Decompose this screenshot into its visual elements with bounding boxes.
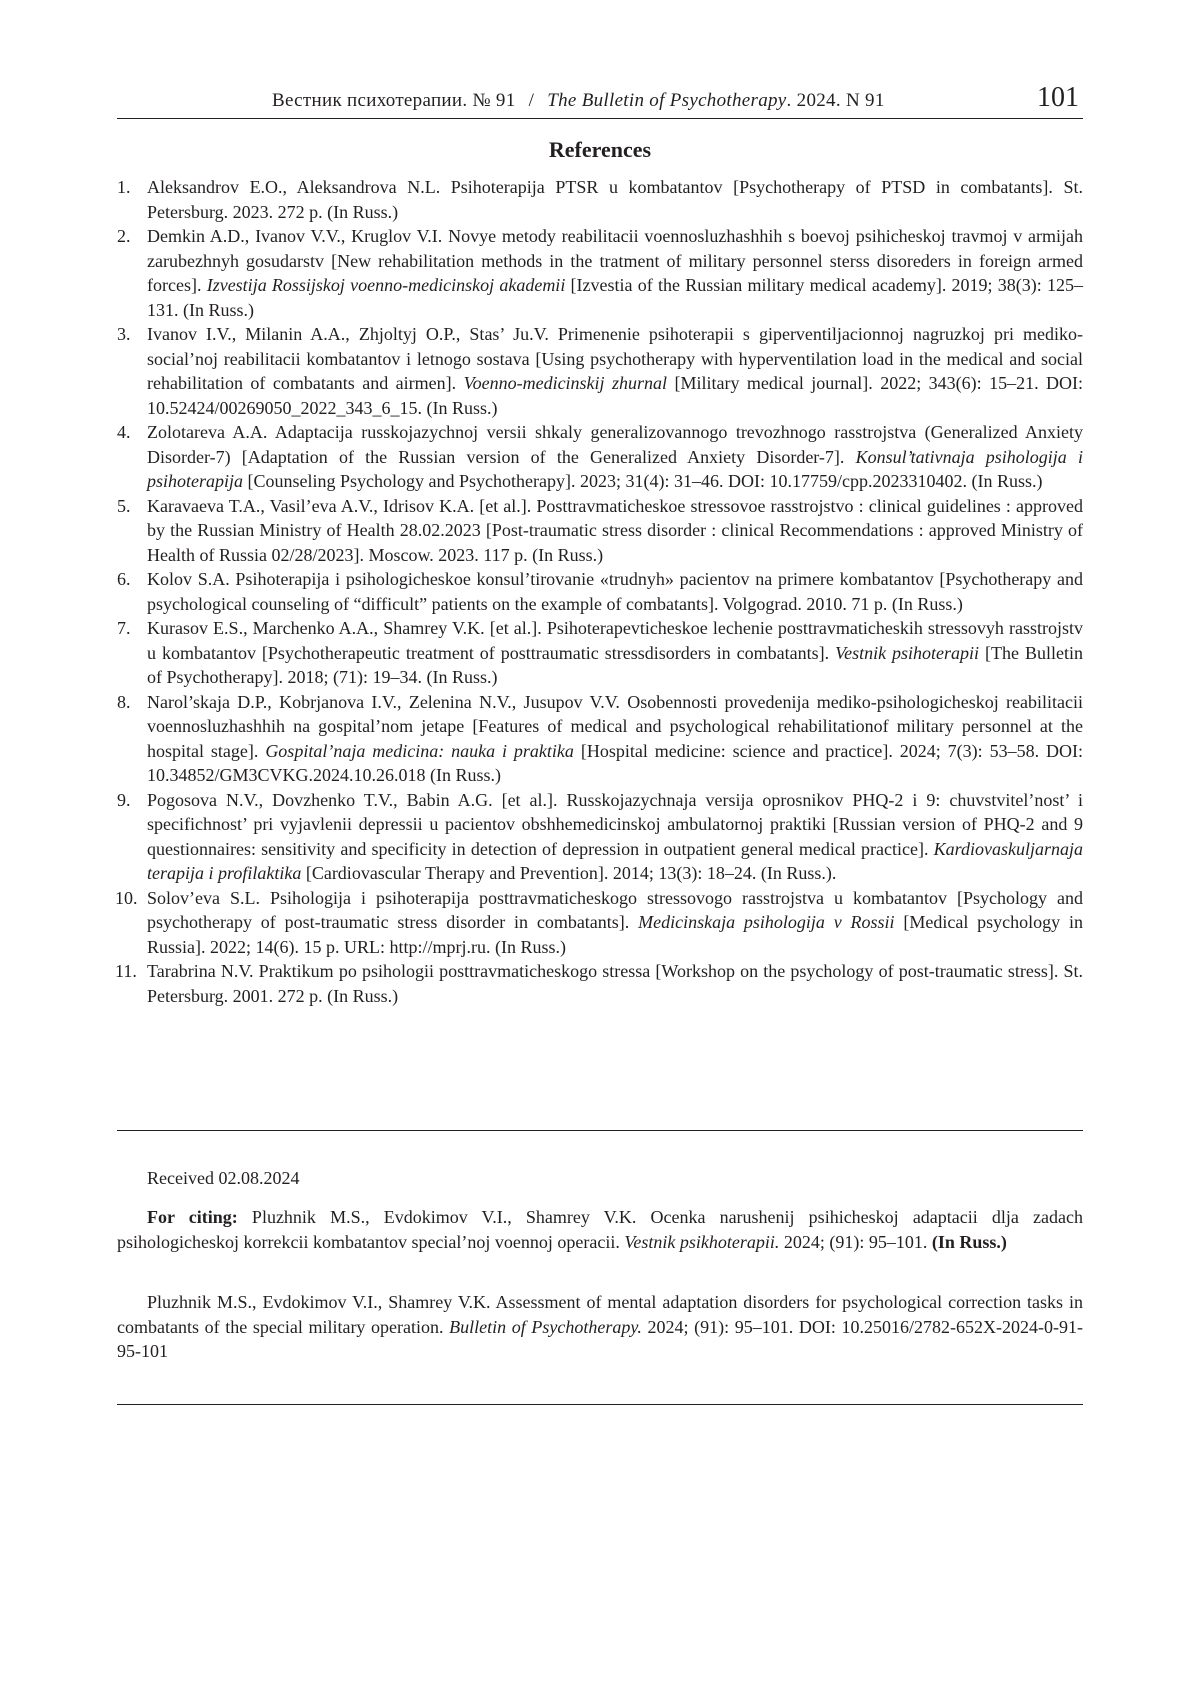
page-number: 101	[1037, 82, 1079, 113]
reference-journal: Vestnik psihoterapii	[835, 642, 980, 663]
citation-en-journal: Bulletin of Psychotherapy.	[449, 1316, 642, 1337]
reference-item	[117, 567, 1083, 616]
reference-text-tail: [Military medical journal]. 2022; 343(6): 15–21. DOI: 10.52424/00269050_2022_343_6_15. (In Russ.)	[147, 373, 1083, 418]
reference-text-tail: [The Bulletin of Psychotherapy]. 2018; (71): 19–34. (In Russ.)	[147, 642, 1083, 687]
reference-journal: Izvestija Rossijskoj voenno-medicinskoj akademii	[206, 275, 566, 295]
section-title: References	[548, 137, 652, 162]
received-date: Received 02.08.2024	[147, 1168, 300, 1188]
citation-en-text-b: 2024; (91): 95–101. DOI: 10.25016/2782-652X-2024-0-91-95-101	[117, 1316, 1083, 1361]
reference-text: Solov’eva S.L. Psihologija i psihoterapija posttravmaticheskogo stressovogo rasstrojstva u kombatantov [Psychology and psychotherapy of post-traumatic stress disorder in combatants].	[147, 887, 1083, 932]
running-title-ru: Вестник психотерапии. № 91	[272, 90, 516, 111]
reference-item	[117, 959, 1083, 1008]
running-title-separator: /	[528, 90, 535, 111]
reference-journal: Kardiovaskuljarnaja terapija i profilaktika	[147, 838, 1083, 883]
reference-text: Narol’skaja D.P., Kobrjanova I.V., Zelenina N.V., Jusupov V.V. Osobennosti provedenija mediko-psihologicheskoj reabilitacii voennosluzhashhih na gospital’nom jetape [Features of medical and psychological rehabilitationof military personnel at the hospital stage].	[147, 691, 1083, 761]
citation-ru-lang: (In Russ.)	[931, 1231, 1007, 1252]
reference-journal: Gospital’naja medicina: nauka i praktika	[265, 740, 574, 761]
reference-text-tail: [Cardiovascular Therapy and Prevention]. 2014; 13(3): 18–24. (In Russ.).	[301, 863, 837, 883]
reference-number: 8.	[117, 691, 131, 712]
reference-text: Demkin A.D., Ivanov V.V., Kruglov V.I. Novye metody reabilitacii voennosluzhashhih s boevoj psihicheskoj travmoj v armijah zarubezhnyh gosudarstv [New rehabilitation methods in the tratment of military personnel sterss disoreders in foreign armed forces].	[147, 226, 1083, 295]
citation-ru-text-b: 2024; (91): 95–101.	[779, 1231, 932, 1252]
reference-number: 4.	[117, 422, 131, 442]
reference-text-tail: [Hospital medicine: science and practice]. 2024; 7(3): 53–58. DOI: 10.34852/GM3CVKG.2024.10.26.018 (In Russ.)	[147, 740, 1083, 785]
reference-text: Tarabrina N.V. Praktikum po psihologii posttravmaticheskogo stressa [Workshop on the psychology of post-traumatic stress]. St. Petersburg. 2001. 272 p. (In Russ.)	[147, 961, 1083, 1006]
running-title-en: The Bulletin of Psychotherapy	[547, 90, 787, 111]
reference-text: Zolotareva A.A. Adaptacija russkojazychnoj versii shkaly generalizovannogo trevozhnogo rasstrojstva (Generalized Anxiety Disorder-7) [Adaptation of the Russian version of the Generalized Anxiety Disorder-7].	[147, 422, 1083, 467]
reference-item	[117, 690, 1083, 788]
reference-journal: Voenno-medicinskij zhurnal	[463, 373, 668, 393]
citation-en	[117, 1290, 1083, 1364]
reference-item	[117, 494, 1083, 568]
reference-number: 1.	[117, 177, 131, 197]
reference-number: 2.	[117, 226, 131, 246]
reference-number: 7.	[117, 618, 131, 638]
reference-list	[117, 175, 1083, 1008]
reference-text-tail: [Counseling Psychology and Psychotherapy]. 2023; 31(4): 31–46. DOI: 10.17759/cpp.2023310402. (In Russ.)	[243, 471, 1043, 491]
reference-number: 5.	[117, 495, 131, 516]
citation-ru-text-a: Pluzhnik M.S., Evdokimov V.I., Shamrey V.K. Ocenka narushenij psihicheskoj adaptacii dlja zadach psihologicheskoj korrekcii kombatantov special’noj voennoj operacii.	[117, 1207, 1084, 1252]
citation-label: For citing:	[147, 1207, 238, 1227]
reference-number: 10.	[115, 887, 138, 908]
reference-text: Karavaeva T.A., Vasil’eva A.V., Idrisov K.A. [et al.]. Posttravmaticheskoe stressovoe rasstrojstvo : clinical guidelines : approved by the Russian Ministry of Health 28.02.2023 [Post-traumatic stress disorder : clinical Recommendations : approved Ministry of Health of Russia 02/28/2023]. Moscow. 2023. 117 p. (In Russ.)	[147, 495, 1083, 565]
reference-item	[117, 788, 1083, 886]
reference-text: Pogosova N.V., Dovzhenko T.V., Babin A.G. [et al.]. Russkojazychnaja versija oprosnikov PHQ-2 i 9: chuvstvitel’nost’ i specifichnost’ pri vyjavlenii depressii u pacientov obshhemedicinskoj ambulatornoj praktiki [Russian version of PHQ-2 and 9 questionnaires: sensitivity and specificity in detection of depression in outpatient general medical practice].	[147, 789, 1083, 859]
reference-number: 3.	[117, 324, 131, 344]
reference-journal: Medicinskaja psihologija v Rossii	[638, 912, 895, 932]
reference-text-tail: [Izvestia of the Russian military medical academy]. 2019; 38(3): 125–131. (In Russ.)	[147, 275, 1084, 320]
running-title-year: . 2024. N 91	[786, 90, 885, 111]
reference-text: Ivanov I.V., Milanin A.A., Zhjoltyj O.P., Stas’ Ju.V. Primenenie psihoterapii s giperventiljacionnoj nagruzkoj pri mediko-social’noj reabilitacii kombatantov i letnogo sostava [Using psychotherapy with hyperventilation load in the medical and social rehabilitation of combatants and airmen].	[147, 324, 1083, 393]
reference-text: Aleksandrov E.O., Aleksandrova N.L. Psihoterapija PTSR u kombatantov [Psychotherapy of PTSD in combatants]. St. Petersburg. 2023. 272 p. (In Russ.)	[147, 177, 1083, 222]
reference-number: 9.	[117, 789, 131, 810]
reference-item	[117, 224, 1083, 322]
reference-journal: Konsul’tativnaja psihologija i psihoterapija	[147, 446, 1083, 491]
reference-number: 11.	[115, 961, 137, 981]
citation-en-text-a: Pluzhnik M.S., Evdokimov V.I., Shamrey V.K. Assessment of mental adaptation disorders for psychological correction tasks in combatants of the special military operation.	[117, 1292, 1083, 1337]
running-title	[272, 90, 885, 112]
reference-item	[117, 420, 1083, 494]
reference-number: 6.	[117, 569, 131, 589]
reference-text: Kurasov E.S., Marchenko A.A., Shamrey V.K. [et al.]. Psihoterapevticheskoe lechenie posttravmaticheskih stressovyh rasstrojstv u kombatantov [Psychotherapeutic treatment of posttraumatic stressdisorders in combatants].	[147, 618, 1083, 663]
reference-item	[117, 175, 1083, 224]
running-head	[117, 78, 1083, 119]
reference-item	[117, 886, 1083, 960]
citation-ru	[117, 1205, 1083, 1254]
reference-text: Kolov S.A. Psihoterapija i psihologicheskoe konsul’tirovanie «trudnyh» pacientov na primere kombatantov [Psychotherapy and psychological counseling of “difficult” patients on the example of combatants]. Volgograd. 2010. 71 p. (In Russ.)	[147, 569, 1083, 614]
divider-bottom	[117, 1404, 1083, 1405]
divider-top	[117, 1130, 1083, 1131]
reference-text-tail: [Medical psychology in Russia]. 2022; 14(6). 15 p. URL: http://mprj.ru. (In Russ.)	[147, 912, 1083, 957]
citation-ru-journal: Vestnik psikhoterapii.	[624, 1231, 780, 1252]
reference-item	[117, 616, 1083, 690]
reference-item	[117, 322, 1083, 420]
